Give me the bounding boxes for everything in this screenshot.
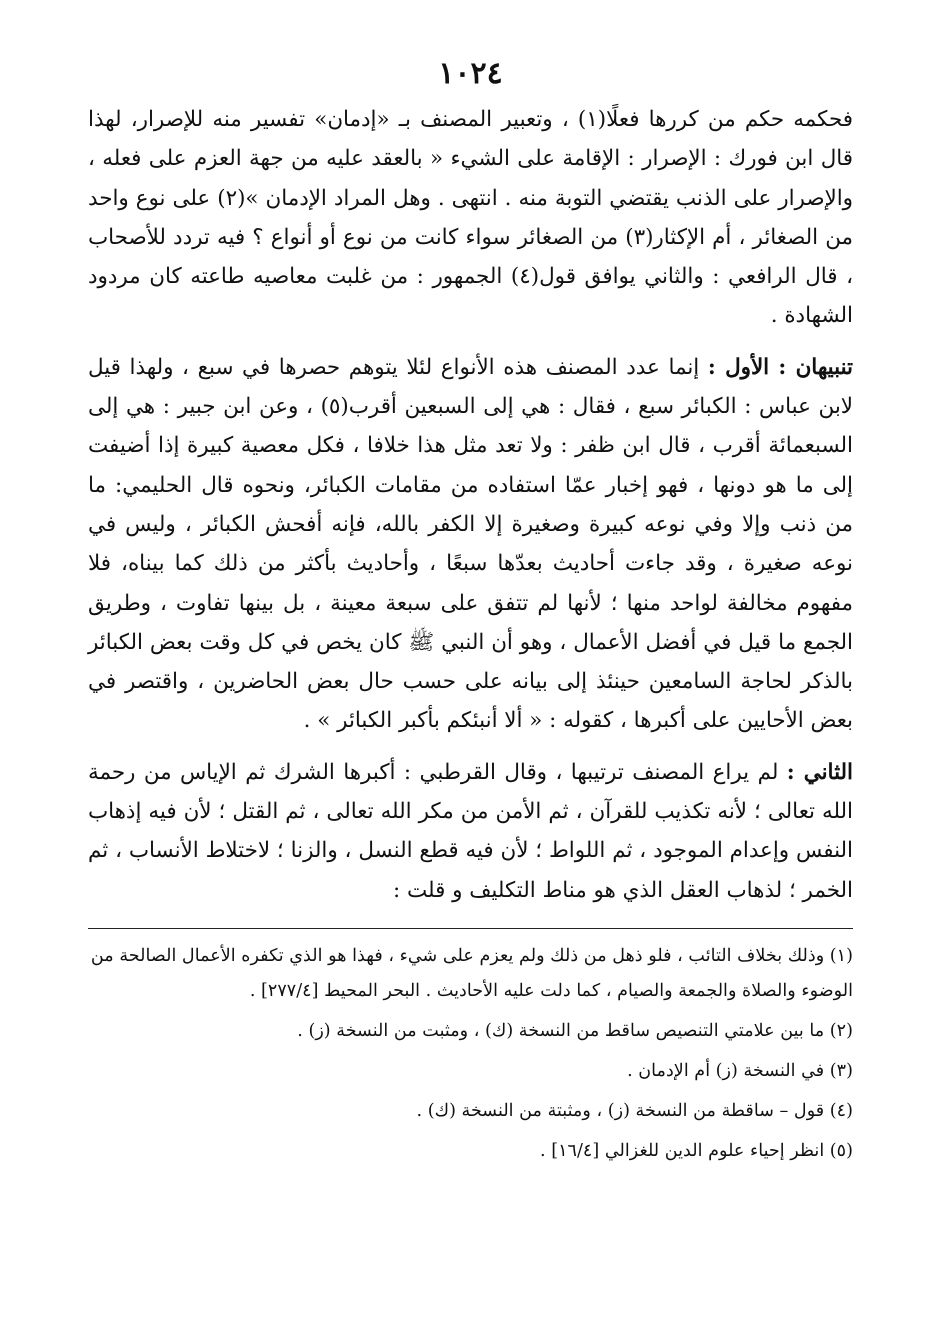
paragraph-1: فحكمه حكم من كررها فعلًا(١) ، وتعبير المصنف بـ «إدمان» تفسير منه للإصرار، لهذا قال ابن فورك : الإصرار : الإقامة على الشيء « بالعقد عليه من جهة العزم على فعله ، والإصرار على الذنب يقتضي التوبة منه . انتهى . وهل المراد الإدمان »(٢) على نوع واحد من الصغائر ، أم الإكثار(٣) من الصغائر سواء كانت من نوع أو أنواع ؟ فيه تردد للأصحاب ، قال الرافعي : والثاني يوافق قول(٤) الجمهور : من غلبت معاصيه طاعته كان مردود الشهادة . xyxy=(88,107,853,329)
paragraph-3 xyxy=(88,753,853,910)
footnote-divider xyxy=(88,928,853,929)
paragraph-2-text: إنما عدد المصنف هذه الأنواع لئلا يتوهم حصرها في سبع ، ولهذا قيل لابن عباس : الكبائر سبع ، فقال : هي إلى السبعين أقرب(٥) ، وعن ابن جبير : هي إلى السبعمائة أقرب ، قال ابن ظفر : ولا تعد مثل هذا خلافا ، فكل معصية كبيرة إذا أضيفت إلى ما هو دونها ، فهو إخبار عمّا استفاده من مقامات الكبائر، ونحوه قال الحليمي: ما من ذنب وإلا وفي نوعه كبيرة وصغيرة إلا الكفر بالله، فإنه أفحش الكبائر ، وليس في نوعه صغيرة ، وقد جاءت أحاديث بعدّها سبعًا ، وأحاديث بأكثر من ذلك كما بيناه، فلا مفهوم مخالفة لواحد منها ؛ لأنها لم تتفق على سبعة معينة ، بل بينها تفاوت ، وطريق الجمع ما قيل في أفضل الأعمال ، وهو أن النبي ﷺ كان يخص في كل وقت بعض الكبائر بالذكر لحاجة السامعين حينئذ إلى بيانه على حسب حال بعض الحاضرين ، واقتصر في بعض الأحايين على أكبرها ، كقوله : « ألا أنبئكم بأكبر الكبائر » . xyxy=(88,354,853,734)
main-text xyxy=(88,100,853,910)
paragraph-2-heading: تنبيهان : الأول : xyxy=(707,354,853,380)
paragraph-3-text: لم يراع المصنف ترتيبها ، وقال القرطبي : أكبرها الشرك ثم الإياس من رحمة الله تعالى ؛ لأنه تكذيب للقرآن ، ثم الأمن من مكر الله تعالى ، ثم القتل ؛ لأن فيه إذهاب النفس وإعدام الموجود ، ثم اللواط ؛ لأن فيه قطع النسل ، والزنا ؛ لاختلاط الأنساب ، ثم الخمر ؛ لذهاب العقل الذي هو مناط التكليف و قلت : xyxy=(88,759,853,903)
footnote-4: (٤) قول – ساقطة من النسخة (ز) ، ومثبتة من النسخة (ك) . xyxy=(416,1100,853,1121)
paragraph-3-heading: الثاني : xyxy=(786,759,853,785)
footnote-2: (٢) ما بين علامتي التنصيص ساقط من النسخة (ك) ، ومثبت من النسخة (ز) . xyxy=(297,1020,853,1041)
footnote-3: (٣) في النسخة (ز) أم الإدمان . xyxy=(627,1060,853,1081)
footnotes xyxy=(88,939,853,1169)
footnote-1: (١) وذلك بخلاف التائب ، فلو ذهل من ذلك ولم يعزم على شيء ، فهذا هو الذي تكفره الأعمال الصالحة من الوضوء والصلاة والجمعة والصيام ، كما دلت عليه الأحاديث . البحر المحيط [٢٧٧/٤] . xyxy=(90,945,853,1001)
page-number: ١٠٢٤ xyxy=(438,56,503,91)
footnote-5: (٥) انظر إحياء علوم الدين للغزالي [١٦/٤] . xyxy=(540,1140,853,1161)
paragraph-2 xyxy=(88,348,853,741)
book-page xyxy=(88,52,853,1292)
